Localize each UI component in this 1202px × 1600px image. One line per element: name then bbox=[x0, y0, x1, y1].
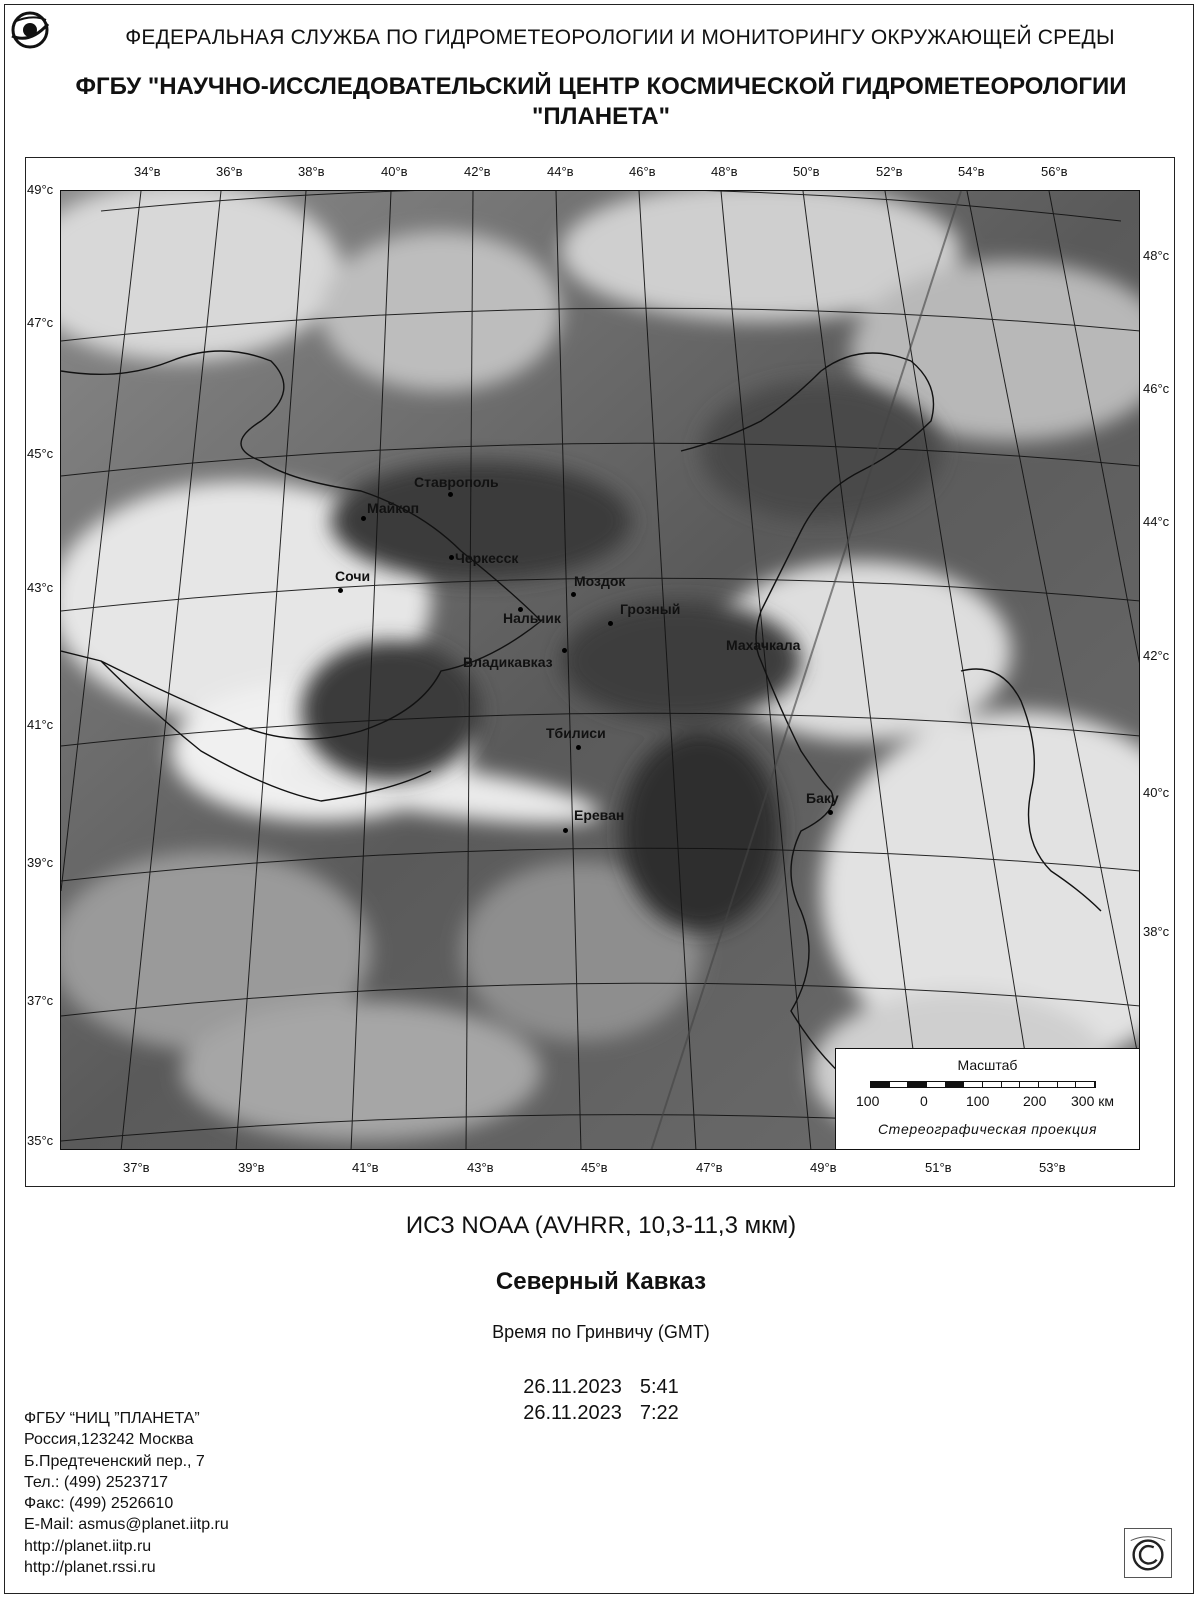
contact-phone: Тел.: (499) 2523717 bbox=[24, 1473, 168, 1491]
lon-tick: 45°в bbox=[581, 1160, 608, 1175]
contact-block bbox=[24, 1408, 229, 1578]
lat-tick: 43°с bbox=[27, 580, 54, 595]
contact-url-rssi[interactable]: http://planet.rssi.ru bbox=[24, 1559, 156, 1577]
lon-tick: 43°в bbox=[467, 1160, 494, 1175]
scale-title: Масштаб bbox=[957, 1057, 1018, 1073]
lat-tick: 41°с bbox=[27, 717, 54, 732]
lon-tick: 48°в bbox=[711, 164, 738, 179]
lon-tick: 44°в bbox=[547, 164, 574, 179]
city-label-yerevan: Ереван bbox=[574, 807, 625, 823]
lon-tick: 54°в bbox=[958, 164, 985, 179]
city-dot bbox=[562, 648, 567, 653]
city-dot bbox=[563, 828, 568, 833]
lon-tick: 41°в bbox=[352, 1160, 379, 1175]
satellite-image bbox=[60, 190, 1140, 1150]
contact-url-iitp[interactable]: http://planet.iitp.ru bbox=[24, 1537, 152, 1555]
city-label-stavropol: Ставрополь bbox=[414, 474, 499, 490]
lat-tick: 44°с bbox=[1143, 514, 1170, 529]
city-label-baku: Баку bbox=[806, 790, 839, 806]
lon-tick: 52°в bbox=[876, 164, 903, 179]
city-dot bbox=[338, 588, 343, 593]
scale-legend bbox=[835, 1048, 1140, 1150]
city-dot bbox=[448, 492, 453, 497]
city-dot bbox=[571, 592, 576, 597]
lon-tick: 56°в bbox=[1041, 164, 1068, 179]
lat-tick: 48°с bbox=[1143, 248, 1170, 263]
lon-tick: 37°в bbox=[123, 1160, 150, 1175]
lon-tick: 51°в bbox=[925, 1160, 952, 1175]
lon-tick: 53°в bbox=[1039, 1160, 1066, 1175]
lon-tick: 34°в bbox=[134, 164, 161, 179]
pass-time: 5:41 bbox=[639, 1376, 679, 1398]
lat-tick: 37°с bbox=[27, 993, 54, 1008]
contact-fax: Факс: (499) 2526610 bbox=[24, 1495, 174, 1513]
city-label-grozny: Грозный bbox=[620, 601, 681, 617]
city-dot bbox=[361, 516, 366, 521]
lon-tick: 46°в bbox=[629, 164, 656, 179]
lon-tick: 50°в bbox=[793, 164, 820, 179]
pass-date: 26.11.2023 bbox=[523, 1402, 622, 1424]
pass-time-row bbox=[0, 1374, 1202, 1400]
roshydromet-logo-icon bbox=[8, 10, 52, 50]
pass-date: 26.11.2023 bbox=[523, 1376, 622, 1398]
lat-tick: 47°с bbox=[27, 315, 54, 330]
lat-tick: 40°с bbox=[1143, 785, 1170, 800]
satellite-imagery bbox=[61, 191, 1140, 1150]
lon-tick: 36°в bbox=[216, 164, 243, 179]
organization-title bbox=[10, 72, 1192, 132]
projection-label: Стереографическая проекция bbox=[877, 1121, 1098, 1137]
city-label-mozdok: Моздок bbox=[574, 573, 626, 589]
scale-label: 300 км bbox=[1071, 1093, 1114, 1109]
lat-tick: 42°с bbox=[1143, 648, 1170, 663]
scale-label: 100 bbox=[856, 1093, 880, 1109]
city-label-maykop: Майкоп bbox=[367, 500, 420, 516]
pass-time: 7:22 bbox=[639, 1402, 679, 1424]
region-title: Северный Кавказ bbox=[495, 1268, 707, 1295]
lon-tick: 49°в bbox=[810, 1160, 837, 1175]
city-dot bbox=[449, 555, 454, 560]
lat-tick: 46°с bbox=[1143, 381, 1170, 396]
city-label-makhachkala: Махачкала bbox=[726, 637, 801, 653]
lon-tick: 39°в bbox=[238, 1160, 265, 1175]
city-dot bbox=[576, 745, 581, 750]
lon-tick: 40°в bbox=[381, 164, 408, 179]
lat-tick: 39°с bbox=[27, 855, 54, 870]
organization-title-line2: "ПЛАНЕТА" bbox=[532, 103, 670, 130]
lat-tick: 49°с bbox=[27, 182, 54, 197]
time-zone-label: Время по Гринвичу (GMT) bbox=[492, 1322, 710, 1342]
city-label-nalchik: Нальчик bbox=[503, 610, 561, 626]
lon-tick: 42°в bbox=[464, 164, 491, 179]
lon-tick: 47°в bbox=[696, 1160, 723, 1175]
scale-bar bbox=[870, 1081, 1096, 1088]
contact-email[interactable]: E-Mail: asmus@planet.iitp.ru bbox=[24, 1516, 229, 1534]
contact-city: Россия,123242 Москва bbox=[24, 1431, 194, 1449]
lat-tick: 38°с bbox=[1143, 924, 1170, 939]
lat-tick: 45°с bbox=[27, 446, 54, 461]
organization-title-line1: ФГБУ "НАУЧНО-ИССЛЕДОВАТЕЛЬСКИЙ ЦЕНТР КОСМИЧЕСКОЙ ГИДРОМЕТЕОРОЛОГИИ bbox=[75, 73, 1127, 100]
planeta-logo-icon bbox=[1124, 1528, 1172, 1578]
lon-tick: 38°в bbox=[298, 164, 325, 179]
scale-label: 200 bbox=[1023, 1093, 1047, 1109]
city-dot bbox=[828, 810, 833, 815]
city-dot bbox=[608, 621, 613, 626]
city-label-cherkessk: Черкесск bbox=[455, 550, 519, 566]
contact-street: Б.Предтеченский пер., 7 bbox=[24, 1452, 205, 1470]
contact-org: ФГБУ “НИЦ ”ПЛАНЕТА” bbox=[24, 1410, 200, 1427]
scale-label: 100 bbox=[966, 1093, 990, 1109]
scale-label: 0 bbox=[920, 1093, 928, 1109]
city-label-vladikavkaz: Владикавказ bbox=[463, 654, 553, 670]
city-label-tbilisi: Тбилиси bbox=[546, 725, 606, 741]
agency-title: ФЕДЕРАЛЬНАЯ СЛУЖБА ПО ГИДРОМЕТЕОРОЛОГИИ И МОНИТОРИНГУ ОКРУЖАЮЩЕЙ СРЕДЫ bbox=[125, 26, 1115, 49]
lat-tick: 35°с bbox=[27, 1133, 54, 1148]
satellite-caption: ИСЗ NOAA (AVHRR, 10,3-11,3 мкм) bbox=[405, 1212, 797, 1239]
city-label-sochi: Сочи bbox=[335, 568, 371, 584]
